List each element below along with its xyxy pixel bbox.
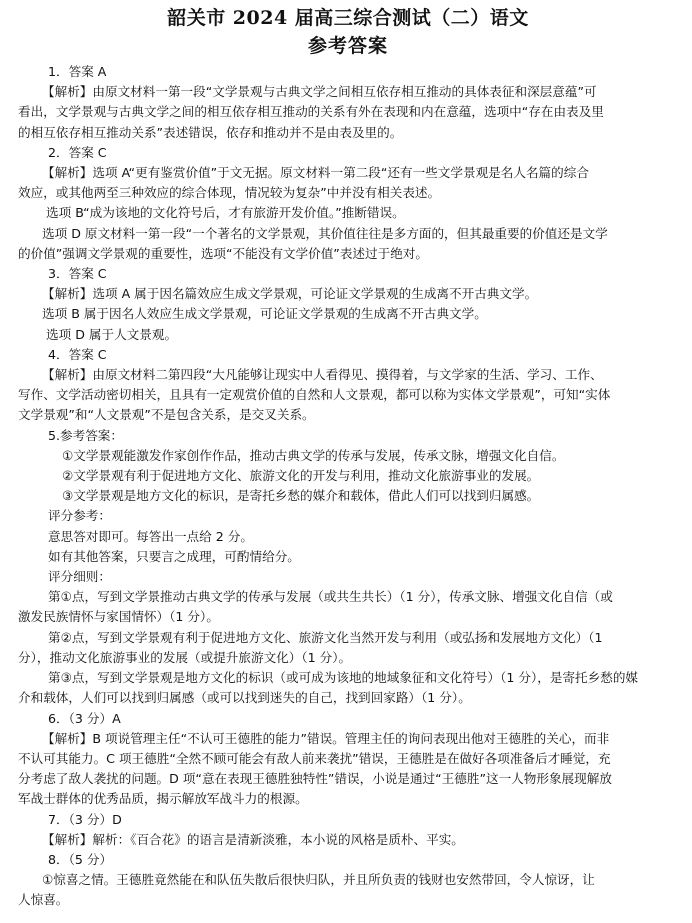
text-line: 第①点，写到文学景推动古典文学的传承与发展（或共生共长）（1 分），传承文脉、增强文化自信（或: [48, 589, 613, 605]
text-line: 2．答案 C: [48, 144, 107, 160]
text-line: 4．答案 C: [48, 346, 107, 362]
text-line: 7．（3 分）D: [48, 811, 122, 827]
text-line: 第②点，写到文学景观有利于促进地方文化、旅游文化当然开发与利用（或弘扬和发展地方文化）（1: [48, 629, 603, 645]
text-line: ①惊喜之情。王德胜竟然能在和队伍失散后很快归队，并且所负责的钱财也安然带回，令人惊讶，让: [42, 872, 595, 888]
text-line: 意思答对即可。每答出一点给 2 分。: [48, 528, 253, 544]
text-line: 的相互依存相互推动关系”表述错误，依存和推动并不是由表及里的。: [18, 124, 403, 140]
text-line: 激发民族情怀与家国情怀）（1 分）。: [18, 609, 219, 625]
text-line: 效应，或其他两至三种效应的综合体现，情况较为复杂”中并没有相关表述。: [18, 185, 441, 201]
text-line: 介和载体，人们可以找到归属感（或可以找到迷失的自己，找到回家路）（1 分）。: [18, 690, 471, 706]
text-line: 选项 D 属于人文景观。: [46, 326, 178, 342]
text-line: 评分参考：: [48, 508, 111, 524]
text-line: 分考虑了敌人袭扰的问题。D 项“意在表现王德胜独特性”错误，小说是通过“王德胜”这一人物形象展现解放: [18, 771, 612, 787]
text-line: 军战士群体的优秀品质，揭示解放军战斗力的根源。: [18, 791, 308, 807]
text-line: 1．答案 A: [48, 64, 107, 79]
text-line: 分），推动文化旅游事业的发展（或提升旅游文化）（1 分）。: [18, 649, 352, 665]
text-line: 选项 B“成为该地的文化符号后，才有旅游开发价值。”推断错误。: [46, 205, 405, 221]
text-line: 【解析】B 项说管理主任“不认可王德胜的能力”错误。管理主任的询问表现出他对王德胜的关心，而非: [42, 730, 610, 746]
text-line: 【解析】解析：《百合花》的语言是清新淡雅，本小说的风格是质朴、平实。: [42, 831, 464, 847]
document-body: [18, 62, 678, 911]
text-line: ②文学景观有利于促进地方文化、旅游文化的开发与利用，推动文化旅游事业的发展。: [62, 468, 540, 484]
text-line: 8．（5 分）: [48, 851, 113, 867]
text-line: ③文学景观是地方文化的标识，是寄托乡愁的媒介和载体，借此人们可以找到归属感。: [62, 488, 540, 504]
text-line: 5.参考答案：: [48, 427, 123, 443]
text-line: 【解析】由原文材料一第一段“文学景观与古典文学之间相互依存相互推动的具体表征和深层意蕴”可: [42, 84, 597, 100]
text-line: 评分细则：: [48, 569, 111, 585]
text-line: 第③点，写到文学景观是地方文化的标识（或可成为该地的地域象征和文化符号）（1 分），是寄托乡愁的媒: [48, 670, 639, 686]
text-line: 文学景观”和“人文景观”不是包含关系，是交叉关系。: [18, 407, 315, 423]
text-line: 【解析】选项 A 属于因名篇效应生成文学景观，可论证文学景观的生成离不开古典文学。: [42, 286, 538, 302]
text-line: ①文学景观能激发作家创作作品，推动古典文学的传承与发展，传承文脉，增强文化自信。: [62, 447, 565, 463]
text-line: 3．答案 C: [48, 266, 107, 282]
text-line: 选项 D 原文材料一第一段“一个著名的文学景观，其价值往往是多方面的，但其最重要的价值还是文学: [42, 225, 608, 241]
text-line: 【解析】选项 A“更有鉴赏价值”于文无据。原文材料一第二段“还有一些文学景观是名人名篇的综合: [42, 165, 589, 181]
text-line: 6．（3 分）A: [48, 710, 121, 726]
document-subtitle: 参考答案: [307, 35, 388, 57]
text-line: 的价值”强调文学景观的重要性，选项“不能没有文学价值”表述过于绝对。: [18, 245, 428, 261]
text-line: 如有其他答案，只要言之成理，可酌情给分。: [48, 548, 300, 564]
text-line: 看出，文学景观与古典文学之间的相互依存相互推动的关系有外在表现和内在意蕴，选项中“存在由表及里: [18, 104, 604, 120]
document-title: 韶关市 2024 届高三综合测试（二）语文: [167, 7, 529, 29]
text-line: 写作、文学活动密切相关，且具有一定观赏价值的自然和人文景观，都可以称为实体文学景观”，可知“实体: [18, 387, 611, 403]
text-line: 选项 B 属于因名人效应生成文学景观，可论证文学景观的生成离不开古典文学。: [42, 306, 487, 322]
text-line: 【解析】由原文材料二第四段“大凡能够让现实中人看得见、摸得着，与文学家的生活、学习、工作、: [42, 367, 603, 383]
text-line: 人惊喜。: [18, 892, 69, 908]
text-line: 不认可其能力。C 项王德胜“全然不顾可能会有敌人前来袭扰”错误，王德胜是在做好各项准备后才睡觉，充: [18, 750, 611, 766]
